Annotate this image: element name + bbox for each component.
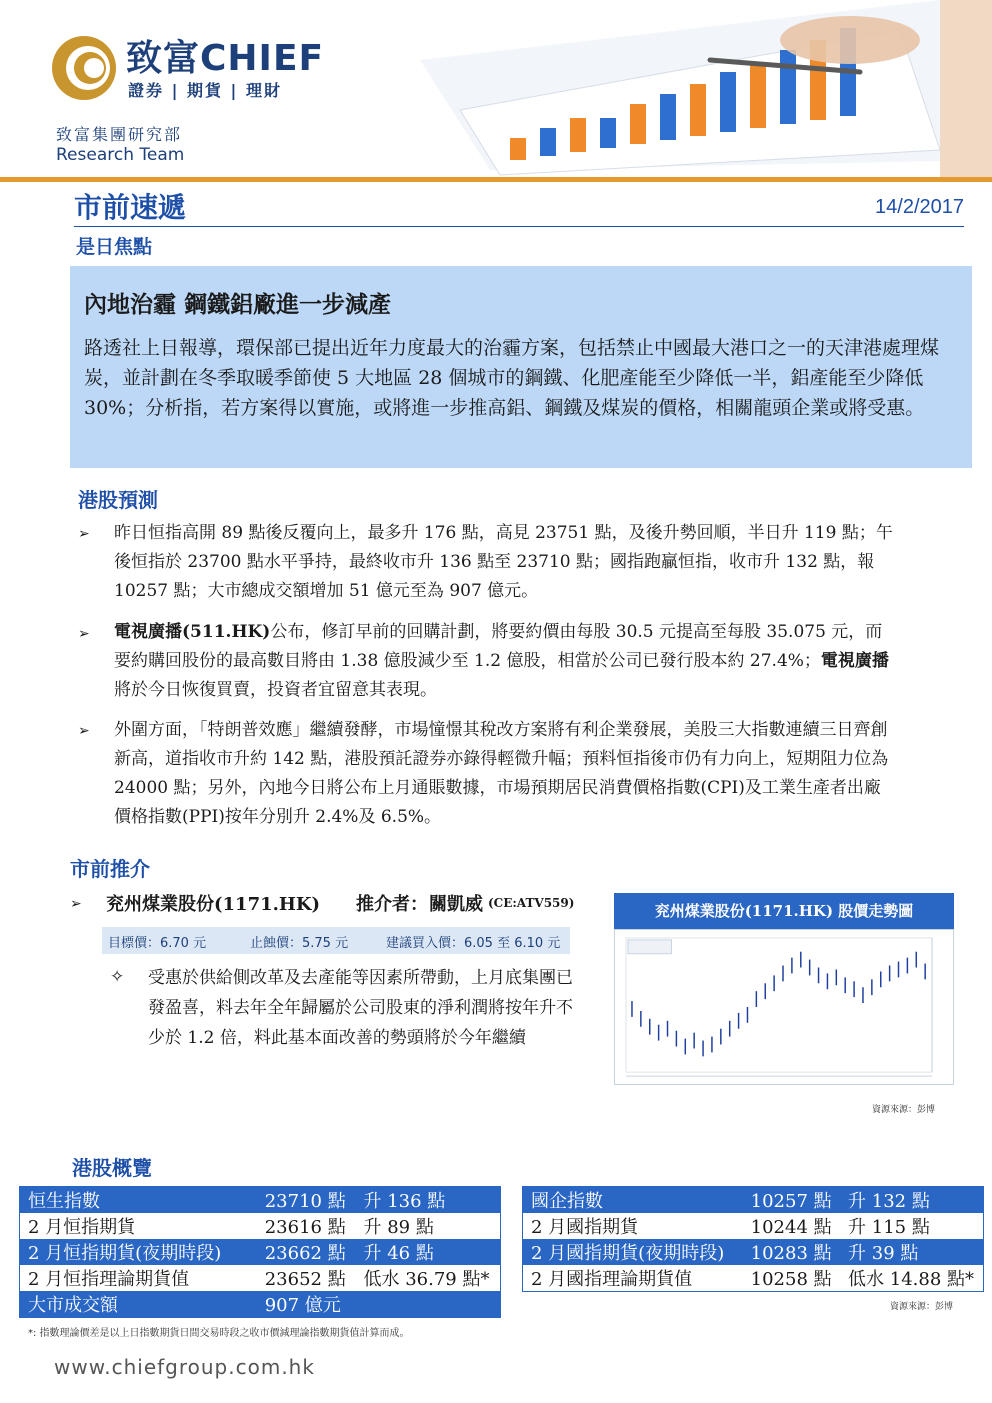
header-divider	[0, 177, 992, 182]
hero-chart-illustration	[380, 0, 992, 180]
overview-cell-name: 2 月恒指期貨(夜期時段)	[20, 1239, 257, 1265]
hero-bar	[570, 118, 586, 152]
overview-cell-name: 大市成交額	[20, 1291, 257, 1317]
overview-cell-value: 10258 點	[743, 1265, 840, 1291]
overview-row	[20, 1239, 500, 1265]
hero-bar	[690, 84, 706, 136]
overview-row	[523, 1187, 983, 1213]
hero-bar	[540, 128, 556, 156]
buy-price: 建議買入價：6.05 至 6.10 元	[386, 936, 561, 951]
overview-cell-change: 升 46 點	[356, 1239, 501, 1265]
chief-logo-icon	[50, 34, 118, 102]
overview-cell-value: 907 億元	[257, 1291, 356, 1317]
overview-row	[523, 1213, 983, 1239]
bullet-2-part-2: 將於今日恢復買賣，投資者宜留意其表現。	[114, 680, 437, 700]
overview-cell-name: 國企指數	[523, 1187, 743, 1213]
overview-row	[523, 1239, 983, 1265]
overview-cell-name: 2 月國指理論期貨值	[523, 1265, 743, 1291]
hero-bar	[720, 72, 736, 132]
bullet-arrow-icon: ➢	[78, 723, 90, 739]
brand-name: 致富CHIEF	[126, 38, 325, 79]
pick-stock-name: 兖州煤業股份(1171.HK)	[106, 894, 321, 915]
report-date: 14/2/2017	[875, 196, 964, 218]
overview-cell-change: 升 136 點	[356, 1187, 501, 1213]
chart-title: 兖州煤業股份(1171.HK) 股價走勢圖	[614, 893, 954, 929]
overview-cell-value: 23710 點	[257, 1187, 356, 1213]
hsi-overview-table	[20, 1187, 500, 1317]
overview-row	[523, 1265, 983, 1291]
pick-reason: 受惠於供給側改革及去產能等因素所帶動，上月底集團已發盈喜，料去年全年歸屬於公司股東的淨利潤將按年升不少於 1.2 倍，料此基本面改善的勢頭將於今年繼續	[148, 968, 573, 1048]
department-cn: 致富集團研究部	[56, 125, 183, 144]
title-divider	[74, 226, 964, 227]
hero-bar	[510, 138, 526, 160]
overview-cell-value: 23652 點	[257, 1265, 356, 1291]
hero-bar	[660, 94, 676, 140]
target-price: 目標價：6.70 元	[108, 936, 207, 951]
stock-name-strong: 電視廣播	[820, 651, 889, 671]
stop-loss-price: 止蝕價：5.75 元	[250, 936, 349, 951]
forecast-bullet-2	[114, 618, 894, 705]
overview-cell-value: 10257 點	[743, 1187, 840, 1213]
bullet-arrow-icon: ➢	[70, 896, 82, 912]
bullet-arrow-icon: ➢	[78, 526, 90, 542]
analyst-code: (CE:ATV559)	[488, 896, 575, 910]
analyst-label: 推介者：	[356, 894, 428, 915]
bullet-arrow-icon: ➢	[78, 626, 90, 642]
stock-pick-heading: 市前推介	[70, 857, 150, 881]
stock-price-chart	[614, 929, 954, 1085]
overview-cell-change: 升 132 點	[840, 1187, 983, 1213]
overview-cell-name: 2 月恒指期貨	[20, 1213, 257, 1239]
hero-bar	[780, 50, 796, 124]
hk-forecast-heading: 港股預測	[78, 488, 158, 512]
forecast-bullet-3: 外圍方面，「特朗普效應」繼續發酵，市場憧憬其稅改方案將有利企業發展，美股三大指數連續三日齊創新高，道指收市升約 142 點，港股預託證券亦錄得輕微升幅；預料恒指後市仍有力向上，短期阻力位為 24000 點；另外，內地今日將公布上月通賬數據，市場預期居民消費價格指數(CPI)及工業生產者出廠價格指數(PPI)按年分別升 2.4%及 6.5%。	[114, 720, 889, 827]
overview-cell-value: 10244 點	[743, 1213, 840, 1239]
website-url: www.chiefgroup.com.hk	[54, 1355, 315, 1379]
overview-cell-name: 2 月恒指理論期貨值	[20, 1265, 257, 1291]
overview-cell-value: 23662 點	[257, 1239, 356, 1265]
overview-cell-change: 升 89 點	[356, 1213, 501, 1239]
overview-source: 資源來源：彭博	[890, 1302, 954, 1312]
department-en: Research Team	[56, 145, 185, 165]
focus-label: 是日焦點	[76, 236, 153, 258]
overview-cell-value: 23616 點	[257, 1213, 356, 1239]
overview-row	[20, 1291, 500, 1317]
overview-cell-change: 升 39 點	[840, 1239, 983, 1265]
overview-cell-value: 10283 點	[743, 1239, 840, 1265]
brand-subtitle: 證券 | 期貨 | 理財	[128, 81, 282, 100]
overview-cell-change	[356, 1291, 501, 1317]
overview-cell-change: 低水 14.88 點*	[840, 1265, 983, 1291]
focus-body: 路透社上日報導，環保部已提出近年力度最大的治霾方案，包括禁止中國最大港口之一的天津港處理煤炭，並計劃在冬季取暖季節使 5 大地區 28 個城市的鋼鐵、化肥產能至少降低一半，鋁產能至少降低 30%；分析指，若方案得以實施，或將進一步推高鋁、鋼鐵及煤炭的價格，相關龍頭企業或將受惠。	[84, 337, 940, 419]
hscei-overview-table	[523, 1187, 983, 1291]
overview-cell-name: 恒生指數	[20, 1187, 257, 1213]
forecast-bullet-1: 昨日恒指高開 89 點後反覆向上，最多升 176 點，高見 23751 點，及後升勢回順，半日升 119 點；午後恒指於 23700 點水平爭持，最終收市升 136 點至 23710 點；國指跑贏恒指，收市升 132 點，報 10257 點；大市總成交額增加 51 億元至為 907 億元。	[114, 523, 893, 601]
hero-bar	[630, 104, 646, 144]
overview-cell-name: 2 月國指期貨	[523, 1213, 743, 1239]
overview-cell-name: 2 月國指期貨(夜期時段)	[523, 1239, 743, 1265]
sparkle-bullet-icon: ✧	[110, 967, 125, 987]
stock-name-strong: 電視廣播(511.HK)	[114, 622, 271, 642]
overview-cell-change: 升 115 點	[840, 1213, 983, 1239]
footnote: *: 指數理論價差是以上日指數期貨日間交易時段之收市價減理論指數期貨值計算而成。	[28, 1328, 410, 1339]
focus-headline: 內地治霾 鋼鐵鋁廠進一步減產	[84, 292, 392, 318]
analyst-name: 關凱威	[429, 894, 483, 915]
overview-row	[20, 1265, 500, 1291]
overview-heading: 港股概覽	[72, 1156, 152, 1180]
hero-bar	[600, 118, 616, 148]
overview-row	[20, 1187, 500, 1213]
hero-bar	[750, 62, 766, 128]
report-title: 市前速遞	[74, 191, 187, 224]
overview-cell-change: 低水 36.79 點*	[356, 1265, 501, 1291]
bullet-2-part-1: 公布，修訂早前的回購計劃，將要約價由每股 30.5 元提高至每股 35.075 元，而要約購回股份的最高數目將由 1.38 億股減少至 1.2 億股，相當於公司已發行股本約 27.4%；	[114, 622, 883, 671]
chart-source: 資源來源：彭博	[872, 1105, 936, 1115]
overview-row	[20, 1213, 500, 1239]
price-targets-bar	[102, 927, 570, 954]
